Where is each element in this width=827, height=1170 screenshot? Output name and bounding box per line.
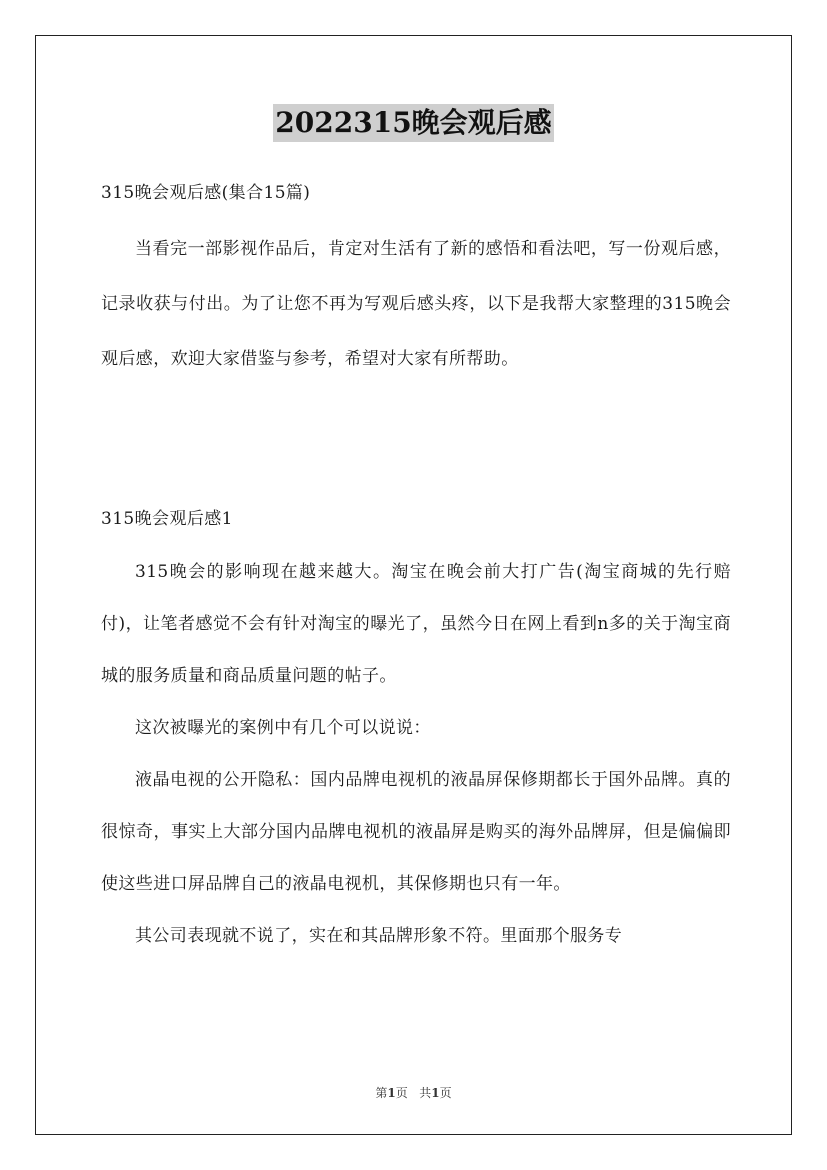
total-label-prefix: 共 [419, 1086, 432, 1100]
body-paragraph: 这次被曝光的案例中有几个可以说说： [135, 718, 431, 738]
total-label-suffix: 页 [439, 1086, 452, 1100]
intro-block [101, 222, 731, 387]
section-body [101, 546, 731, 962]
section-heading: 315晚会观后感1 [101, 509, 233, 529]
document-title: 2022315晚会观后感 [273, 104, 553, 142]
title-container [0, 104, 827, 142]
intro-paragraph: 当看完一部影视作品后，肯定对生活有了新的感悟和看法吧，写一份观后感，记录收获与付出。为了让您不再为写观后感头疼，以下是我帮大家整理的315晚会观后感，欢迎大家借鉴与参考，希望对大家有所帮助。 [101, 239, 731, 369]
body-paragraph: 液晶电视的公开隐私：国内品牌电视机的液晶屏保修期都长于国外品牌。真的很惊奇，事实上大部分国内品牌电视机的液晶屏是购买的海外品牌屏，但是偏偏即使这些进口屏品牌自己的液晶电视机，其保修期也只有一年。 [101, 770, 731, 894]
total-pages: 1 [431, 1086, 440, 1100]
document-subtitle: 315晚会观后感(集合15篇) [101, 183, 311, 203]
page-label-prefix: 第 [375, 1086, 388, 1100]
body-paragraph: 315晚会的影响现在越来越大。淘宝在晚会前大打广告(淘宝商城的先行赔付)，让笔者感觉不会有针对淘宝的曝光了，虽然今日在网上看到n多的关于淘宝商城的服务质量和商品质量问题的帖子。 [101, 562, 731, 686]
page-number: 1 [387, 1086, 396, 1100]
page-label-suffix: 页 [395, 1086, 408, 1100]
page-footer [0, 1084, 827, 1101]
body-paragraph: 其公司表现就不说了，实在和其品牌形象不符。里面那个服务专 [135, 926, 623, 946]
